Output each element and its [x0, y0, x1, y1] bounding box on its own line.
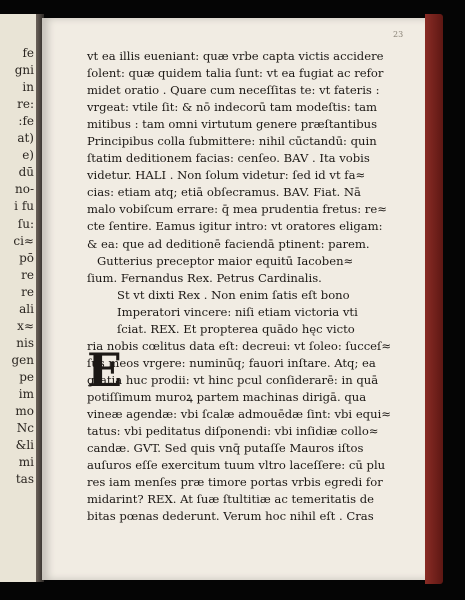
- text-line: vrgeat: vtile ſit: & nō indecorū tam modeſtis: tam: [87, 100, 377, 115]
- left-page-line: mo: [15, 404, 34, 419]
- left-page-line: tas: [15, 472, 34, 487]
- folio-number: 23: [393, 30, 404, 39]
- left-page-edge: [0, 14, 37, 582]
- left-page-line: gen: [11, 352, 34, 367]
- left-page-line: &li: [15, 438, 34, 453]
- text-line: mitibus : tam omni virtutum genere præſtantibus: [87, 117, 378, 132]
- left-page-line: in: [22, 80, 34, 95]
- text-line: cias: etiam atq; etiā obſecramus. BAV. Fiat. Nā: [87, 185, 361, 200]
- drop-capital: E: [87, 343, 123, 397]
- left-page-line: pe: [19, 369, 34, 384]
- left-page-line: re:: [17, 97, 34, 112]
- left-page-line: re: [21, 284, 34, 299]
- left-page-line: nis: [16, 335, 34, 350]
- left-page-line: :fe: [18, 114, 34, 129]
- left-page-line: fe: [22, 46, 34, 60]
- text-line: ſolent: quæ quidem talia ſunt: vt ea fugiat ac refor: [87, 66, 384, 81]
- text-line: midarint? REX. At ſuæ ſtultitiæ ac temeritatis de: [87, 492, 374, 507]
- text-line: Principibus colla ſubmittere: nihil cūctandū: quin: [87, 134, 377, 149]
- left-page-line: mi: [18, 455, 34, 470]
- left-page-line: gni: [14, 63, 34, 78]
- left-page-line: Nc: [16, 421, 34, 436]
- text-line: potiſſimum muroꝝ partem machinas dirigā. qua: [87, 389, 367, 404]
- text-line: ſtatim deditionem facias: cenſeo. BAV . Ita vobis: [87, 151, 370, 166]
- book-cover-edge: [425, 14, 443, 584]
- left-page-line: i fu: [14, 199, 34, 214]
- left-page-line: x≈: [17, 318, 34, 333]
- left-page-line: im: [18, 387, 34, 401]
- text-line: Imperatori vincere: niſi etiam victoria vti: [117, 304, 358, 319]
- text-line: auſuros eſſe exercitum tuum vltro laceſſere: cū plu: [87, 458, 386, 473]
- text-line: midet oratio . Quare cum neceſſitas te: vt fateris :: [87, 83, 380, 98]
- text-line: bitas pœnas dederunt. Verum hoc nihil eſt . Cras: [87, 509, 374, 524]
- text-line: St vt dixti Rex . Non enim ſatis eſt bono: [117, 287, 350, 302]
- text-line: ſium. Fernandus Rex. Petrus Cardinalis.: [87, 270, 322, 285]
- text-line: ria nobis cœlitus data eſt: decreui: vt ſoleo: ſucceſ≈: [87, 338, 392, 353]
- text-line: cte ſentire. Eamus igitur intro: vt oratores eligam:: [87, 219, 383, 234]
- left-page-line: ali: [19, 301, 34, 316]
- text-line: candæ. GVT. Sed quis vnq̄ putaſſe Mauros iſtos: [87, 441, 364, 456]
- left-page-line: ſu:: [17, 216, 34, 231]
- text-line: ſus meos vrgere: numinūq; fauori inſtare. Atq; ea: [87, 355, 376, 370]
- text-line: vineæ agendæ: vbi ſcalæ admouēdæ ſint: vbi equi≈: [87, 406, 391, 421]
- main-text-block: [87, 48, 392, 525]
- text-line: tatus: vbi peditatus diſponendi: vbi inſidiæ collo≈: [87, 424, 379, 439]
- left-page-line: no-: [14, 182, 34, 197]
- left-page-line: at): [17, 131, 34, 146]
- text-line: malo vobiſcum errare: q̄ mea prudentia fretus: re≈: [87, 202, 387, 217]
- left-page-line: ci≈: [13, 233, 34, 248]
- text-line: & ea: que ad deditionē faciendā ptinent: parem.: [87, 236, 370, 251]
- left-page-line: re: [21, 267, 34, 282]
- text-line: res iam menſes præ timore portas vrbis egredi for: [87, 475, 383, 490]
- text-line: vt ea illis eueniant: quæ vrbe capta victis accidere: [87, 49, 384, 63]
- left-page-line: pō: [19, 250, 34, 265]
- text-line: gratia huc prodii: vt hinc pcul conſiderarē: in quā: [87, 372, 379, 387]
- text-line: ſciat. REX. Et propterea quādo hęc victo: [117, 321, 355, 336]
- text-line: videtur. HALI . Non ſolum videtur: ſed id vt fa≈: [87, 168, 366, 183]
- text-line: Gutterius preceptor maior equitū Iacoben≈: [97, 253, 354, 268]
- left-page-line: e): [22, 148, 34, 163]
- left-page-line: dū: [18, 165, 34, 180]
